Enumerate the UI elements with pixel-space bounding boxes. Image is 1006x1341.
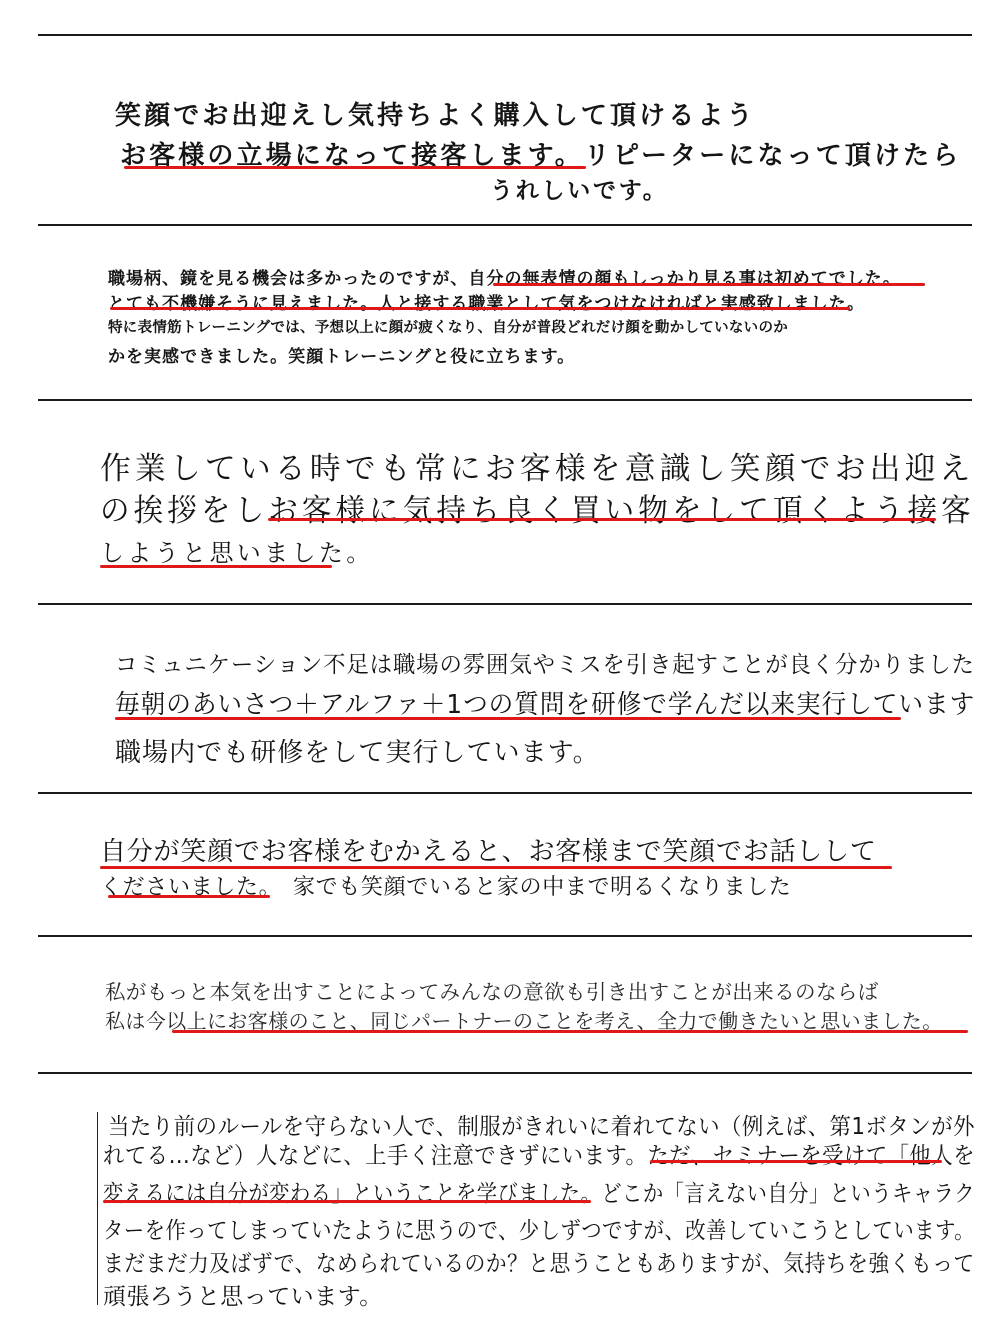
margin-line: [97, 1112, 98, 1305]
comment-line: 私がもっと本気を出すことによってみんなの意欲も引き出すことが出来るのならば: [105, 980, 879, 1004]
separator-rule: [38, 224, 972, 226]
comment-line: かを実感できました。笑顔トレーニングと役に立ちます。: [108, 347, 576, 367]
red-underline: [268, 518, 936, 521]
red-underline: [124, 166, 586, 169]
comment-line: 私は今以上にお客様のこと、同じパートナーのことを考え、全力で働きたいと思いました。: [105, 1009, 943, 1033]
red-underline: [172, 1030, 968, 1033]
red-underline: [100, 866, 892, 869]
red-underline: [493, 283, 925, 286]
comment-line: お客様の立場になって接客します。リピーターになって頂けたら: [120, 141, 962, 171]
comment-line: 変えるには自分が変わる」ということを学びました。どこか「言えない自分」というキャラク: [103, 1181, 976, 1207]
separator-rule: [38, 1072, 972, 1074]
comment-line: 笑顔でお出迎えし気持ちよく購入して頂けるよう: [115, 101, 756, 131]
red-underline: [650, 1160, 942, 1163]
comment-line: れてる…など）人などに、上手く注意できずにいます。ただ、セミナーを受けて「他人を: [103, 1143, 975, 1169]
comment-line: の挨拶をしお客様に気持ち良く買い物をして頂くよう接客: [100, 493, 975, 529]
comment-line: 頑張ろうと思っています。: [103, 1284, 383, 1310]
separator-rule: [38, 399, 972, 401]
comment-line: とても不機嫌そうに見えました。人と接する職業として気をつけなければと実感致しました。: [108, 294, 865, 314]
comment-line: うれしいです。: [490, 178, 669, 204]
red-underline: [115, 717, 901, 720]
red-underline: [108, 895, 270, 898]
comment-line: 当たり前のルールを守らない人で、制服がきれいに着れてない（例えば、第1ボタンが外: [108, 1114, 975, 1140]
separator-rule: [38, 34, 972, 36]
red-underline: [103, 1200, 591, 1203]
comment-line: コミュニケーション不足は職場の雰囲気やミスを引き起すことが良く分かりました: [115, 652, 975, 678]
comment-line: 作業している時でも常にお客様を意識し笑顔でお出迎え: [100, 451, 975, 487]
comment-line: 職場柄、鏡を見る機会は多かったのですが、自分の無表情の顔もしっかり見る事は初めてでした。: [108, 269, 901, 289]
separator-rule: [38, 935, 972, 937]
red-underline: [110, 307, 850, 310]
comment-line: まだまだ力及ばずで、なめられているのか？と思うこともありますが、気持ちを強くもって: [103, 1251, 975, 1277]
comment-line: 自分が笑顔でお客様をむかえると、お客様まで笑顔でお話しして: [100, 837, 877, 867]
comment-line: しようと思いました。: [100, 539, 374, 567]
comment-line: 毎朝のあいさつ＋アルファ＋1つの質問を研修で学んだ以来実行しています: [115, 690, 976, 720]
comment-line: くださいました。 家でも笑顔でいると家の中まで明るくなりました: [100, 875, 792, 900]
red-underline: [100, 565, 332, 568]
comment-line: ターを作ってしまっていたように思うので、少しずつですが、改善していこうとしています。: [103, 1218, 975, 1244]
separator-rule: [38, 792, 972, 794]
comment-line: 特に表情筋トレーニングでは、予想以上に顔が疲くなり、自分が普段どれだけ顔を動かしていないのか: [108, 320, 789, 336]
comment-line: 職場内でも研修をして実行しています。: [115, 738, 600, 768]
separator-rule: [38, 603, 972, 605]
